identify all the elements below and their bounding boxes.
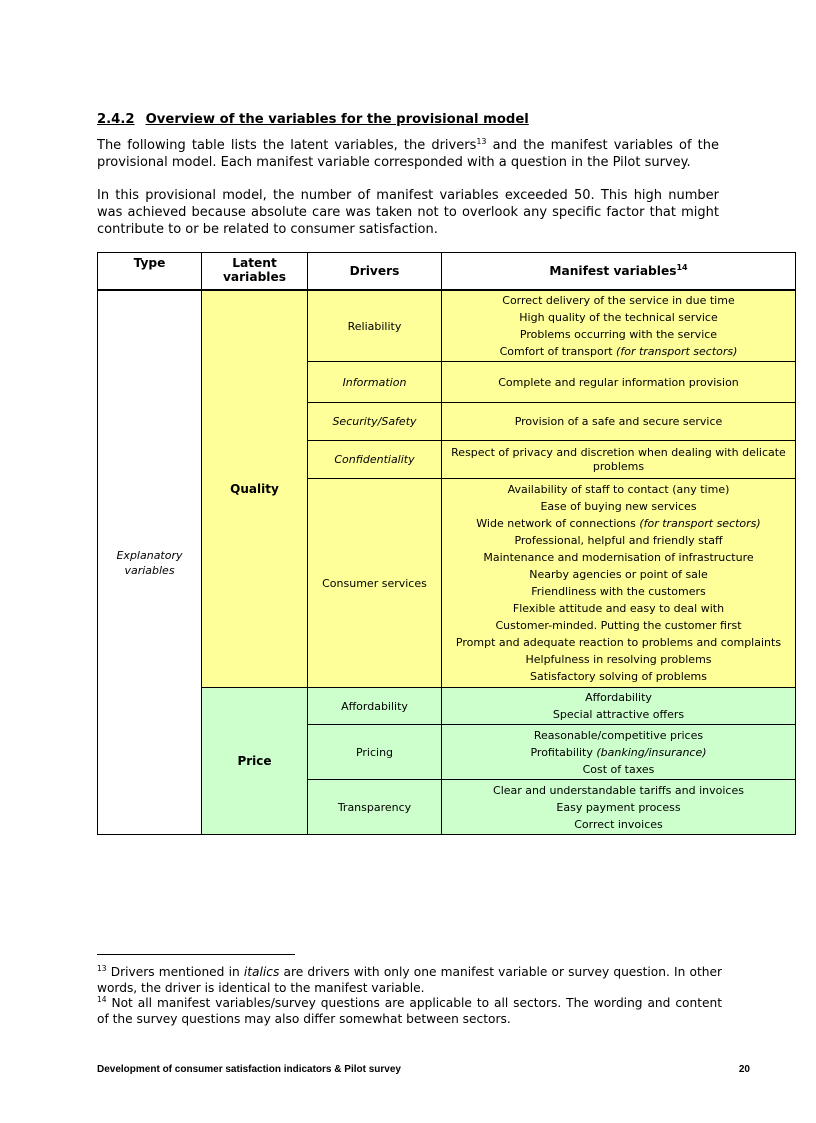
manifest-variable [445,706,792,723]
driver-cell: Security/Safety [308,403,442,441]
manifest-variable [445,413,792,430]
section-heading [97,112,529,127]
manifest-variable [445,668,792,685]
footnote-13-number: 13 [97,964,107,973]
section-title: Overview of the variables for the provisional model [145,112,529,127]
intro-text: The following table lists the latent variables, the drivers [97,138,477,153]
manifest-variable [445,651,792,668]
manifest-variable-note: (for transport sectors) [616,345,738,358]
manifest-variable-text: Flexible attitude and easy to deal with [512,602,725,615]
manifest-variable [445,309,792,326]
page-footer [97,1064,750,1075]
header-latent-variables: Latent variables [202,253,308,291]
manifest-variable [445,481,792,498]
footnotes [97,965,722,1027]
manifest-variable [445,689,792,706]
header-manifest-variables [442,253,796,291]
footnote-14-text: Not all manifest variables/survey questions are applicable to all sectors. The wording and content of the survey questions may also differ somewhat between sectors. [97,996,722,1026]
manifest-variable-note: (for transport sectors) [639,517,761,530]
manifest-variable-text: Friendliness with the customers [531,585,706,598]
manifest-variable [445,326,792,343]
manifest-variable [445,617,792,634]
manifest-variable-text: Affordability [585,691,652,704]
manifest-variables-cell [442,688,796,725]
manifest-variable-text: Prompt and adequate reaction to problems and complaints [455,636,782,649]
driver-cell: Transparency [308,780,442,835]
manifest-variable-text: Clear and understandable tariffs and invoices [493,783,744,797]
manifest-variable [445,634,792,651]
footnote-13-text-cont: are drivers with only one manifest variable or survey question. In other words, the driver is identical to the manifest variable. [97,965,722,995]
driver-cell: Information [308,362,442,403]
manifest-variables-cell [442,403,796,441]
manifest-variable-text: High quality of the technical service [519,311,718,324]
intro-text-cont: and the manifest variables of the provisional model. Each manifest variable corresponded with a question in the Pilot survey. [97,138,719,170]
page-number: 20 [738,1064,750,1075]
header-drivers: Drivers [308,253,442,291]
footnote-14 [97,996,722,1027]
manifest-variable-text: Problems occurring with the service [519,328,718,341]
manifest-variables-cell [442,479,796,688]
manifest-variables-cell [442,290,796,362]
manifest-variables-cell [442,362,796,403]
manifest-variable [445,782,792,799]
manifest-variable [445,816,792,833]
footer-title: Development of consumer satisfaction indicators & Pilot survey [97,1064,401,1075]
manifest-variable-text: Correct invoices [574,817,663,831]
variables-table [97,252,796,835]
footnote-13 [97,965,722,996]
manifest-variable [445,744,792,761]
manifest-variables-cell [442,725,796,780]
intro-paragraph-1 [97,137,719,171]
manifest-variable [445,532,792,549]
manifest-variable [445,292,792,309]
manifest-variable [445,761,792,778]
latent-variable-price: Price [202,688,308,835]
manifest-variable [445,549,792,566]
footnote-separator [97,954,295,955]
footnote-ref-14[interactable]: 14 [676,263,688,272]
manifest-variable-text: Comfort of transport [499,345,617,358]
manifest-variable-text: Professional, helpful and friendly staff [514,534,723,547]
manifest-variable-text: Easy payment process [556,800,681,814]
footnote-ref-13[interactable]: 13 [476,137,487,146]
manifest-variable [445,446,792,474]
intro-paragraph-2: In this provisional model, the number of manifest variables exceeded 50. This high number was achieved because absolute care was taken not to overlook any specific factor that might contribute to or be related to consumer satisfaction. [97,188,719,237]
manifest-variable-text: Respect of privacy and discretion when dealing with delicate problems [451,445,786,473]
manifest-variables-cell [442,780,796,835]
table-header-row [98,253,796,291]
manifest-variable [445,374,792,391]
driver-cell: Pricing [308,725,442,780]
manifest-variable [445,498,792,515]
latent-variable-quality: Quality [202,290,308,688]
section-number: 2.4.2 [97,112,135,127]
manifest-variable [445,566,792,583]
manifest-variable-note: (banking/insurance) [596,745,707,759]
driver-cell: Confidentiality [308,441,442,479]
header-manifest-label: Manifest variables [549,264,677,278]
manifest-variable-text: Reasonable/competitive prices [533,728,704,742]
manifest-variable-text: Nearby agencies or point of sale [529,568,708,581]
manifest-variable [445,600,792,617]
type-cell-explanatory: Explanatory variables [98,290,202,835]
header-type: Type [98,253,202,291]
manifest-variable-text: Maintenance and modernisation of infrastructure [483,551,754,564]
table-row [98,290,796,362]
manifest-variable-text: Cost of taxes [582,762,655,776]
manifest-variable [445,515,792,532]
manifest-variable [445,727,792,744]
manifest-variable-text: Provision of a safe and secure service [514,415,723,428]
manifest-variable-text: Correct delivery of the service in due time [502,294,735,307]
manifest-variable [445,799,792,816]
footnote-13-italic: italics [243,965,280,979]
manifest-variable-text: Special attractive offers [552,708,685,721]
table-row [98,688,796,725]
footnote-13-text: Drivers mentioned in [106,965,244,979]
manifest-variables-cell [442,441,796,479]
manifest-variable-text: Complete and regular information provision [498,375,739,389]
footnote-14-number: 14 [97,995,107,1004]
manifest-variable-text: Satisfactory solving of problems [530,670,707,683]
driver-cell: Reliability [308,290,442,362]
manifest-variable [445,343,792,360]
manifest-variable [445,583,792,600]
driver-cell: Consumer services [308,479,442,688]
manifest-variable-text: Availability of staff to contact (any time) [507,483,730,496]
manifest-variable-text: Ease of buying new services [540,500,697,513]
driver-cell: Affordability [308,688,442,725]
manifest-variable-text: Wide network of connections [476,517,640,530]
manifest-variable-text: Customer-minded. Putting the customer first [495,619,742,632]
manifest-variable-text: Profitability [530,745,597,759]
manifest-variable-text: Helpfulness in resolving problems [525,653,712,666]
